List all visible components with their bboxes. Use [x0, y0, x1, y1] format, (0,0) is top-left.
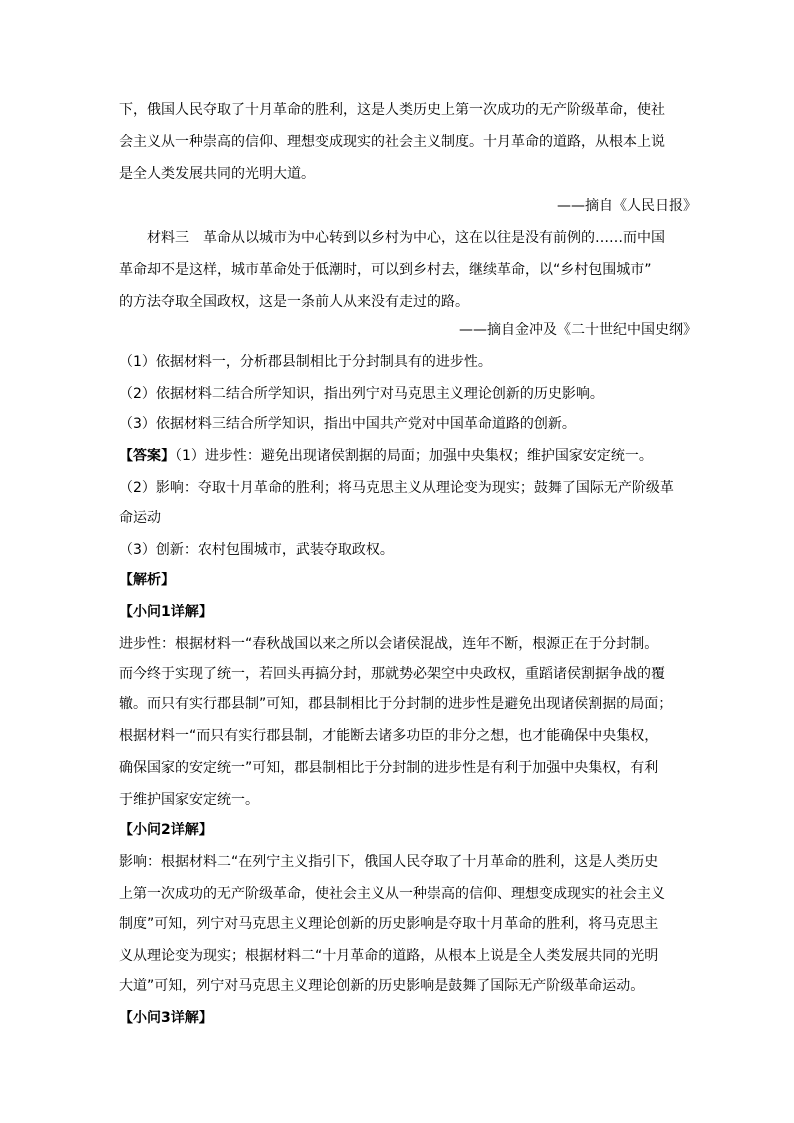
material-two-line-2: 会主义从一种崇高的信仰、理想变成现实的社会主义制度。十月革命的道路，从根本上说 [119, 134, 665, 150]
material-two-line-3: 是全人类发展共同的光明大道。 [119, 166, 315, 182]
sub-question-1-line-4: 根据材料一“而只有实行郡县制，才能断去诸多功臣的非分之想，也才能确保中央集权， [119, 728, 659, 744]
sub-question-1-line-3: 辙。而只有实行郡县制”可知，郡县制相比于分封制的进步性是避免出现诸侯割据的局面； [119, 696, 673, 712]
answer-label: 【答案】 [119, 448, 175, 464]
material-three-line-1: 材料三 革命从以城市为中心转到以乡村为中心，这在以往是没有前例的……而中国 [147, 230, 665, 246]
material-two-source: ——摘自《人民日报》 [557, 198, 697, 214]
question-2: （2）依据材料二结合所学知识，指出列宁对马克思主义理论创新的历史影响。 [119, 386, 604, 402]
material-three-source: ——摘自金冲及《二十世纪中国史纲》 [459, 322, 697, 338]
sub-question-3-heading: 【小问3详解】 [119, 1010, 213, 1026]
material-two-line-1: 下，俄国人民夺取了十月革命的胜利，这是人类历史上第一次成功的无产阶级革命，使社 [119, 102, 665, 118]
material-three-line-3: 的方法夺取全国政权，这是一条前人从来没有走过的路。 [119, 294, 469, 310]
answer-2-line-1: （2）影响：夺取十月革命的胜利；将马克思主义从理论变为现实；鼓舞了国际无产阶级革 [119, 480, 674, 496]
sub-question-2-line-1: 影响：根据材料二“在列宁主义指引下，俄国人民夺取了十月革命的胜利，这是人类历史 [119, 854, 659, 870]
sub-question-1-line-5: 确保国家的安定统一”可知，郡县制相比于分封制的进步性是有利于加强中央集权，有利 [119, 760, 659, 776]
sub-question-2-heading: 【小问2详解】 [119, 822, 213, 838]
answer-1-line [119, 448, 679, 464]
sub-question-1-line-1: 进步性：根据材料一“春秋战国以来之所以会诸侯混战，连年不断，根源正在于分封制。 [119, 636, 659, 652]
analysis-heading: 【解析】 [119, 572, 175, 588]
sub-question-2-line-2: 上第一次成功的无产阶级革命，使社会主义从一种崇高的信仰、理想变成现实的社会主义 [119, 886, 665, 902]
sub-question-2-line-4: 义从理论变为现实；根据材料二“十月革命的道路，从根本上说是全人类发展共同的光明 [119, 948, 659, 964]
sub-question-1-line-6: 于维护国家安定统一。 [119, 792, 259, 808]
answer-1-text: （1）进步性：避免出现诸侯割据的局面；加强中央集权；维护国家安定统一。 [175, 448, 653, 464]
question-1: （1）依据材料一，分析郡县制相比于分封制具有的进步性。 [119, 354, 492, 370]
answer-3-line: （3）创新：农村包围城市，武装夺取政权。 [119, 542, 394, 558]
material-three-line-2: 革命却不是这样，城市革命处于低潮时，可以到乡村去，继续革命，以“乡村包围城市” [119, 262, 652, 278]
answer-2-line-2: 命运动 [119, 510, 161, 526]
sub-question-2-line-5: 大道”可知，列宁对马克思主义理论创新的历史影响是鼓舞了国际无产阶级革命运动。 [119, 978, 645, 994]
sub-question-1-heading: 【小问1详解】 [119, 604, 213, 620]
question-3: （3）依据材料三结合所学知识，指出中国共产党对中国革命道路的创新。 [119, 416, 576, 432]
sub-question-2-line-3: 制度”可知，列宁对马克思主义理论创新的历史影响是夺取十月革命的胜利，将马克思主 [119, 916, 659, 932]
sub-question-1-line-2: 而今终于实现了统一，若回头再搞分封，那就势必架空中央政权，重蹈诸侯割据争战的覆 [119, 666, 665, 682]
